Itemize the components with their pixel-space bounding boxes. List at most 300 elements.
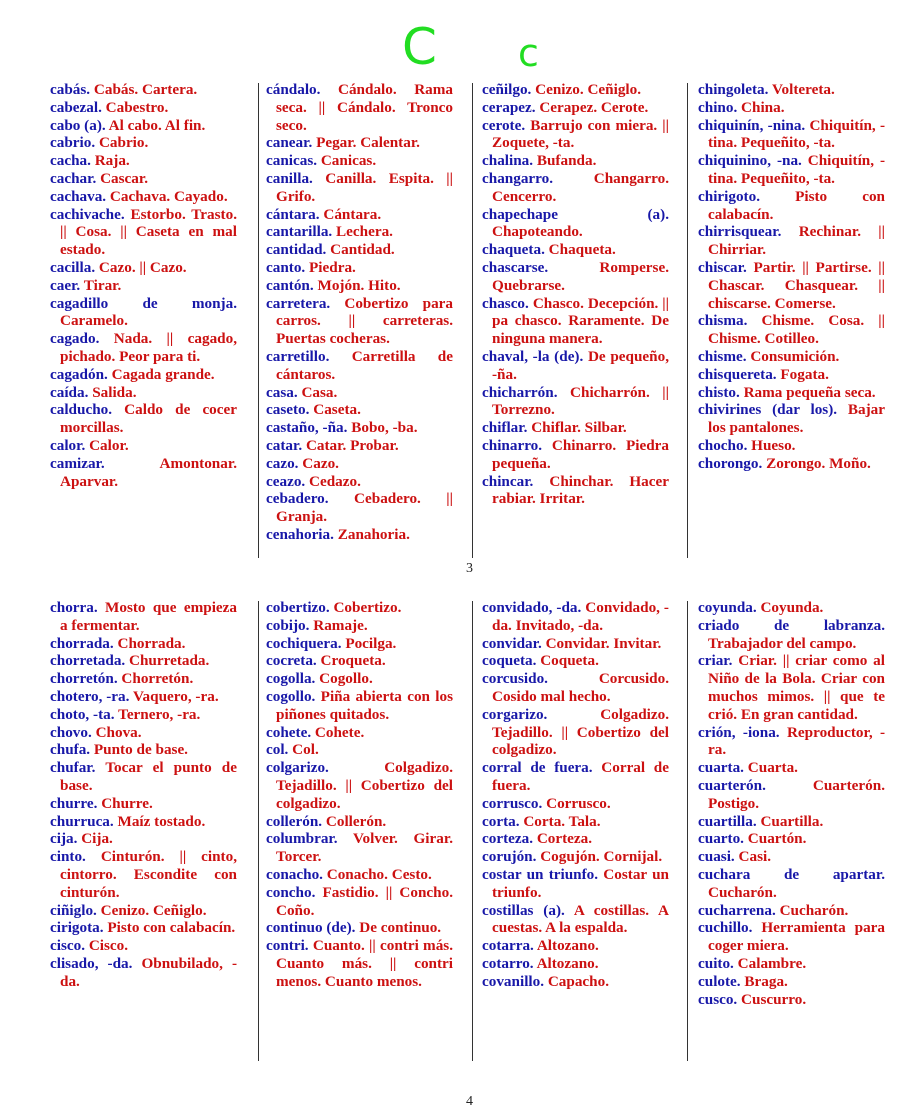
entry-headword: cabrio. (50, 134, 96, 152)
dictionary-entry (482, 99, 669, 117)
dictionary-entry (50, 277, 237, 295)
dictionary-entry (50, 188, 237, 206)
entry-headword: chorrada. (50, 634, 114, 652)
entry-headword: crión, -iona. (698, 723, 780, 741)
dictionary-entry (50, 919, 237, 937)
entry-definition: Chiquitín, -tina. Pequeñito, -ta. (708, 152, 886, 187)
entry-headword: cazo. (266, 454, 299, 472)
entry-headword: ciñiglo. (50, 901, 97, 919)
dictionary-entry (50, 724, 237, 742)
entry-headword: chorra. (50, 599, 98, 616)
entry-definition: Colgadizo. Tejadillo. || Cobertizo del colgadizo. (492, 705, 669, 759)
column-2 (266, 599, 453, 991)
entry-definition: Chicharrón. || Torrezno. (492, 383, 669, 419)
entry-headword: cija. (50, 830, 78, 848)
entry-definition: Cuartón. (747, 830, 807, 848)
entry-headword: cabo (a). (50, 116, 106, 134)
entry-headword: carretillo. (266, 347, 330, 365)
dictionary-entry (266, 813, 453, 831)
dictionary-entry (50, 848, 237, 901)
entry-headword: chiscar. (698, 258, 747, 276)
dictionary-entry (698, 902, 885, 920)
entry-headword: conacho. (266, 865, 323, 883)
entry-definition: Rechinar. || Chirriar. (708, 223, 885, 259)
entry-definition: Chasco. Decepción. || pa chasco. Raramente. De ninguna manera. (492, 294, 669, 348)
entry-definition: Collerón. (325, 812, 387, 830)
column-3 (482, 81, 669, 508)
dictionary-entry (482, 670, 669, 706)
entry-headword: chiquinín, -nina. (698, 116, 806, 134)
entry-definition: Obnubilado, -da. (60, 954, 237, 990)
entry-headword: caseto. (266, 401, 310, 419)
entry-definition: Volver. Girar. Torcer. (276, 830, 453, 866)
column-4 (698, 599, 885, 1008)
dictionary-entry (266, 617, 453, 635)
entry-headword: casa. (266, 383, 298, 401)
dictionary-entry (482, 759, 669, 795)
dictionary-entry (482, 599, 669, 635)
entry-definition: Zorongo. Moño. (766, 454, 871, 472)
dictionary-entry (50, 688, 237, 706)
dictionary-entry (698, 437, 885, 455)
entry-headword: choto, -ta. (50, 705, 115, 723)
entry-definition: Pocilga. (345, 634, 397, 652)
dictionary-entry (698, 759, 885, 777)
dictionary-entry (482, 152, 669, 170)
entry-headword: corteza. (482, 830, 534, 848)
entry-definition: Chinarro. Piedra pequeña. (492, 436, 669, 472)
dictionary-entry (266, 419, 453, 437)
entry-definition: Churre. (101, 794, 153, 812)
column-3 (482, 599, 669, 991)
entry-headword: cucharrena. (698, 901, 776, 919)
entry-headword: caer. (50, 276, 81, 294)
entry-definition: Cagada grande. (111, 365, 215, 383)
entry-definition: Cuarta. (747, 759, 798, 777)
entry-definition: Altozano. (536, 954, 599, 972)
entry-definition: Chiquitín, -tina. Pequeñito, -ta. (708, 116, 886, 152)
entry-headword: cuchillo. (698, 919, 753, 937)
dictionary-entry (266, 652, 453, 670)
entry-headword: cuarto. (698, 830, 744, 848)
entry-headword: ceñilgo. (482, 81, 532, 98)
entry-headword: ceazo. (266, 472, 306, 490)
entry-headword: chirigoto. (698, 187, 761, 205)
entry-headword: chovo. (50, 723, 92, 741)
entry-headword: changarro. (482, 169, 554, 187)
dictionary-entry (50, 259, 237, 277)
entry-headword: coyunda. (698, 599, 757, 616)
page-number: 4 (466, 1094, 473, 1109)
entry-definition: Lechera. (336, 223, 393, 241)
entry-headword: cabezal. (50, 98, 102, 116)
dictionary-entry (482, 955, 669, 973)
entry-definition: Cogollo. (319, 670, 373, 688)
entry-headword: cuarterón. (698, 776, 766, 794)
entry-definition: Chova. (95, 723, 142, 741)
dictionary-entry (266, 348, 453, 384)
dictionary-entry (482, 830, 669, 848)
entry-definition: Cascar. (100, 169, 149, 187)
letter-uppercase: C (402, 18, 437, 76)
dictionary-entry (50, 330, 237, 366)
entry-definition: Piedra. (309, 258, 356, 276)
entry-definition: Canicas. (320, 152, 377, 170)
entry-headword: cantidad. (266, 241, 327, 259)
entry-headword: covanillo. (482, 972, 545, 990)
entry-headword: calducho. (50, 401, 113, 419)
dictionary-entry (266, 437, 453, 455)
dictionary-entry (698, 312, 885, 348)
entry-definition: Capacho. (547, 972, 610, 990)
dictionary-entry (482, 813, 669, 831)
entry-headword: cagadón. (50, 365, 108, 383)
dictionary-entry (698, 919, 885, 955)
entry-headword: canear. (266, 134, 313, 152)
entry-headword: chirrisquear. (698, 223, 782, 241)
entry-definition: Reproductor, -ra. (708, 723, 886, 759)
dictionary-entry (482, 348, 669, 384)
dictionary-entry (50, 170, 237, 188)
entry-definition: Changarro. Cencerro. (492, 169, 669, 205)
entry-headword: cacilla. (50, 258, 96, 276)
entry-headword: chasco. (482, 294, 529, 312)
dictionary-entry (266, 635, 453, 653)
entry-headword: corta. (482, 812, 520, 830)
dictionary-entry (266, 599, 453, 617)
dictionary-entry (482, 635, 669, 653)
entry-headword: chascarse. (482, 258, 549, 276)
entry-headword: cándalo. (266, 81, 321, 98)
entry-definition: De pequeño, -ña. (492, 347, 670, 383)
dictionary-entry (50, 635, 237, 653)
entry-headword: contri. (266, 937, 309, 955)
dictionary-entry (50, 706, 237, 724)
entry-definition: Calambre. (737, 954, 807, 972)
dictionary-entry (50, 599, 237, 635)
dictionary-entry (698, 652, 885, 723)
entry-headword: chivirines (dar los). (698, 401, 838, 419)
dictionary-entry (698, 955, 885, 973)
entry-headword: chorongo. (698, 454, 763, 472)
dictionary-entry (266, 473, 453, 491)
dictionary-entry (266, 259, 453, 277)
entry-headword: columbrar. (266, 830, 338, 848)
entry-headword: canilla. (266, 169, 313, 187)
dictionary-entry (698, 384, 885, 402)
dictionary-entry (482, 848, 669, 866)
entry-headword: cuartilla. (698, 812, 757, 830)
entry-headword: corujón. (482, 848, 537, 866)
dictionary-entry (482, 866, 669, 902)
entry-headword: cuarta. (698, 759, 744, 777)
entry-definition: Cuarterón. Postigo. (708, 776, 885, 812)
dictionary-entry (698, 99, 885, 117)
dictionary-entry (50, 795, 237, 813)
entry-headword: cagadillo de monja. (50, 294, 237, 312)
dictionary-entry (50, 955, 237, 991)
entry-definition: Chorrada. (117, 634, 186, 652)
entry-definition: Convidado, -da. Invitado, -da. (492, 599, 669, 634)
entry-definition: China. (741, 98, 785, 116)
dictionary-entry (698, 866, 885, 902)
dictionary-entry (266, 295, 453, 348)
entry-headword: cabás. (50, 81, 91, 98)
entry-definition: Chisme. Cosa. || Chisme. Cotilleo. (708, 312, 885, 348)
dictionary-entry (50, 902, 237, 920)
dictionary-entry (50, 366, 237, 384)
entry-definition: Caseta. (313, 401, 361, 419)
entry-headword: convidar. (482, 634, 542, 652)
entry-definition: Cándalo. Rama seca. || Cándalo. Tronco seco. (276, 81, 453, 134)
dictionary-entry (50, 117, 237, 135)
entry-headword: chisme. (698, 347, 747, 365)
entry-definition: Colgadizo. Tejadillo. || Cobertizo del colgadizo. (276, 759, 453, 812)
dictionary-entry (482, 473, 669, 509)
entry-definition: Salida. (92, 383, 137, 401)
entry-definition: Mosto que empieza a fermentar. (60, 599, 237, 634)
dictionary-entry (266, 81, 453, 134)
dictionary-entry (50, 384, 237, 402)
entry-headword: criado de labranza. (698, 616, 885, 634)
column-2 (266, 81, 453, 544)
dictionary-entry (50, 295, 237, 331)
entry-headword: cantón. (266, 276, 314, 294)
dictionary-entry (698, 848, 885, 866)
entry-definition: Corta. Tala. (523, 812, 601, 830)
entry-definition: Bobo, -ba. (351, 419, 418, 437)
entry-headword: cinto. (50, 848, 86, 866)
entry-headword: cantarilla. (266, 223, 333, 241)
dictionary-entry (698, 348, 885, 366)
entry-definition: Ramaje. (313, 616, 368, 634)
entry-headword: cotarra. (482, 937, 534, 955)
entry-headword: chapechape (a). (482, 205, 669, 223)
dictionary-entry (698, 617, 885, 653)
dictionary-entry (698, 188, 885, 224)
entry-headword: cerapez. (482, 98, 536, 116)
dictionary-entry (266, 670, 453, 688)
dictionary-entry (482, 937, 669, 955)
entry-definition: Calor. (89, 436, 129, 454)
entry-definition: Bufanda. (536, 152, 597, 170)
entry-headword: cusco. (698, 990, 738, 1008)
entry-headword: col. (266, 741, 289, 759)
entry-definition: Cabrio. (98, 134, 149, 152)
dictionary-entry (482, 170, 669, 206)
entry-definition: Partir. || Partirse. || Chascar. Chasquear. || chiscarse. Comerse. (708, 258, 885, 312)
entry-definition: Punto de base. (93, 741, 188, 759)
entry-headword: corgarizo. (482, 705, 548, 723)
column-1 (50, 599, 237, 991)
entry-headword: criar. (698, 652, 733, 670)
entry-headword: cántara. (266, 205, 320, 223)
column-divider (258, 601, 259, 1061)
entry-headword: canto. (266, 258, 306, 276)
entry-headword: cochiquera. (266, 634, 342, 652)
entry-definition: Corral de fuera. (492, 759, 669, 794)
dictionary-entry (266, 884, 453, 920)
entry-definition: Cazo. || Cazo. (98, 258, 187, 276)
entry-headword: chufa. (50, 741, 91, 759)
entry-definition: Cisco. (88, 937, 129, 955)
entry-headword: castaño, -ña. (266, 419, 348, 437)
dictionary-entry (698, 724, 885, 760)
entry-definition: Cenizo. Ceñiglo. (535, 81, 642, 98)
column-divider (472, 601, 473, 1061)
dictionary-entry (266, 937, 453, 990)
dictionary-entry (266, 526, 453, 544)
entry-headword: chiflar. (482, 419, 528, 437)
dictionary-entry (266, 830, 453, 866)
entry-headword: caída. (50, 383, 89, 401)
dictionary-entry (266, 741, 453, 759)
dictionary-entry (698, 991, 885, 1009)
entry-definition: Catar. Probar. (305, 436, 399, 454)
dictionary-entry (482, 241, 669, 259)
dictionary-entry (482, 419, 669, 437)
dictionary-entry (266, 866, 453, 884)
dictionary-entry (266, 152, 453, 170)
entry-definition: Cazo. (302, 454, 339, 472)
entry-headword: concho. (266, 883, 316, 901)
entry-definition: Cedazo. (309, 472, 361, 490)
dictionary-entry (50, 134, 237, 152)
dictionary-entry (698, 813, 885, 831)
entry-headword: cogollo. (266, 687, 316, 705)
entry-headword: clisado, -da. (50, 954, 133, 972)
entry-headword: cagado. (50, 330, 100, 348)
dictionary-entry (698, 117, 885, 153)
entry-definition: Raja. (94, 152, 130, 170)
entry-definition: Estorbo. Trasto. || Cosa. || Caseta en mal estado. (60, 205, 237, 259)
entry-headword: chino. (698, 98, 738, 116)
entry-headword: cuito. (698, 954, 734, 972)
entry-definition: Convidar. Invitar. (545, 634, 662, 652)
dictionary-entry (266, 919, 453, 937)
entry-headword: costillas (a). (482, 901, 565, 919)
column-divider (687, 83, 688, 558)
entry-definition: Cobertizo para carros. || carreteras. Puertas cocheras. (276, 294, 454, 348)
entry-headword: cohete. (266, 723, 312, 741)
entry-definition: Coyunda. (760, 599, 824, 616)
dictionary-entry (698, 973, 885, 991)
entry-headword: chotero, -ra. (50, 687, 130, 705)
entry-headword: chaval, -la (de). (482, 347, 584, 365)
entry-definition: Chinchar. Hacer rabiar. Irritar. (492, 472, 670, 508)
entry-definition: Chaqueta. (548, 241, 616, 259)
entry-definition: Corteza. (536, 830, 593, 848)
entry-definition: Barrujo con miera. || Zoquete, -ta. (492, 116, 669, 152)
dictionary-entry (698, 455, 885, 473)
dictionary-entry (482, 706, 669, 759)
entry-headword: cisco. (50, 937, 86, 955)
dictionary-entry (266, 455, 453, 473)
entry-headword: chorretón. (50, 670, 118, 688)
dictionary-entry (698, 223, 885, 259)
dictionary-entry (482, 81, 669, 99)
entry-headword: cachava. (50, 187, 107, 205)
dictionary-entry (50, 99, 237, 117)
entry-definition: Caldo de cocer morcillas. (60, 401, 237, 437)
dictionary-entry (698, 830, 885, 848)
entry-definition: Cachava. Cayado. (109, 187, 228, 205)
dictionary-entry (482, 295, 669, 348)
dictionary-entry (50, 652, 237, 670)
entry-definition: Coqueta. (540, 652, 599, 670)
entry-definition: Chiflar. Silbar. (531, 419, 627, 437)
entry-headword: chicharrón. (482, 383, 558, 401)
entry-definition: Costar un triunfo. (492, 865, 670, 901)
entry-definition: Cántara. (323, 205, 382, 223)
entry-definition: A costillas. A cuestas. A la espalda. (492, 901, 669, 937)
entry-definition: Al cabo. Al fin. (108, 116, 206, 134)
entry-definition: Croqueta. (320, 652, 386, 670)
entry-headword: cotarro. (482, 954, 534, 972)
entry-headword: cacha. (50, 152, 91, 170)
entry-definition: Cantidad. (330, 241, 395, 259)
dictionary-entry (482, 384, 669, 420)
entry-definition: Nada. || cagado, pichado. Peor para ti. (60, 330, 238, 365)
dictionary-entry (50, 206, 237, 259)
entry-headword: culote. (698, 972, 741, 990)
entry-definition: Cogujón. Cornijal. (540, 848, 663, 866)
entry-definition: Cuanto. || contri más. Cuanto más. || contri menos. Cuanto menos. (276, 937, 454, 990)
entry-definition: Col. (292, 741, 319, 759)
entry-definition: De continuo. (359, 919, 442, 937)
entry-definition: Cija. (81, 830, 113, 848)
dictionary-page-4 (50, 599, 900, 1077)
column-4 (698, 81, 885, 473)
entry-definition: Cabestro. (105, 98, 169, 116)
dictionary-entry (50, 81, 237, 99)
entry-definition: Cobertizo. (333, 599, 402, 616)
entry-headword: colgarizo. (266, 759, 329, 777)
entry-headword: corrusco. (482, 794, 543, 812)
entry-definition: Churretada. (129, 652, 210, 670)
dictionary-entry (698, 401, 885, 437)
entry-definition: Romperse. Quebrarse. (492, 258, 669, 294)
dictionary-entry (698, 599, 885, 617)
entry-headword: carretera. (266, 294, 331, 312)
entry-headword: costar un triunfo. (482, 865, 599, 883)
column-divider (472, 83, 473, 558)
dictionary-entry (266, 134, 453, 152)
dictionary-entry (482, 259, 669, 295)
entry-definition: Corrusco. (546, 794, 611, 812)
entry-headword: chincar. (482, 472, 534, 490)
dictionary-entry (50, 401, 237, 437)
entry-headword: chisma. (698, 312, 748, 330)
entry-headword: camizar. (50, 454, 105, 472)
dictionary-entry (50, 759, 237, 795)
entry-headword: churruca. (50, 812, 114, 830)
dictionary-entry (482, 902, 669, 938)
dictionary-entry (266, 223, 453, 241)
dictionary-entry (482, 206, 669, 242)
dictionary-entry (50, 830, 237, 848)
entry-definition: Casi. (738, 848, 772, 866)
dictionary-entry (266, 401, 453, 419)
entry-headword: cenahoria. (266, 525, 334, 543)
entry-definition: Altozano. (536, 937, 599, 955)
entry-definition: Herramienta para coger miera. (708, 919, 885, 955)
dictionary-entry (266, 384, 453, 402)
entry-definition: Casa. (301, 383, 338, 401)
dictionary-entry (50, 741, 237, 759)
entry-headword: canicas. (266, 152, 318, 170)
dictionary-entry (482, 795, 669, 813)
